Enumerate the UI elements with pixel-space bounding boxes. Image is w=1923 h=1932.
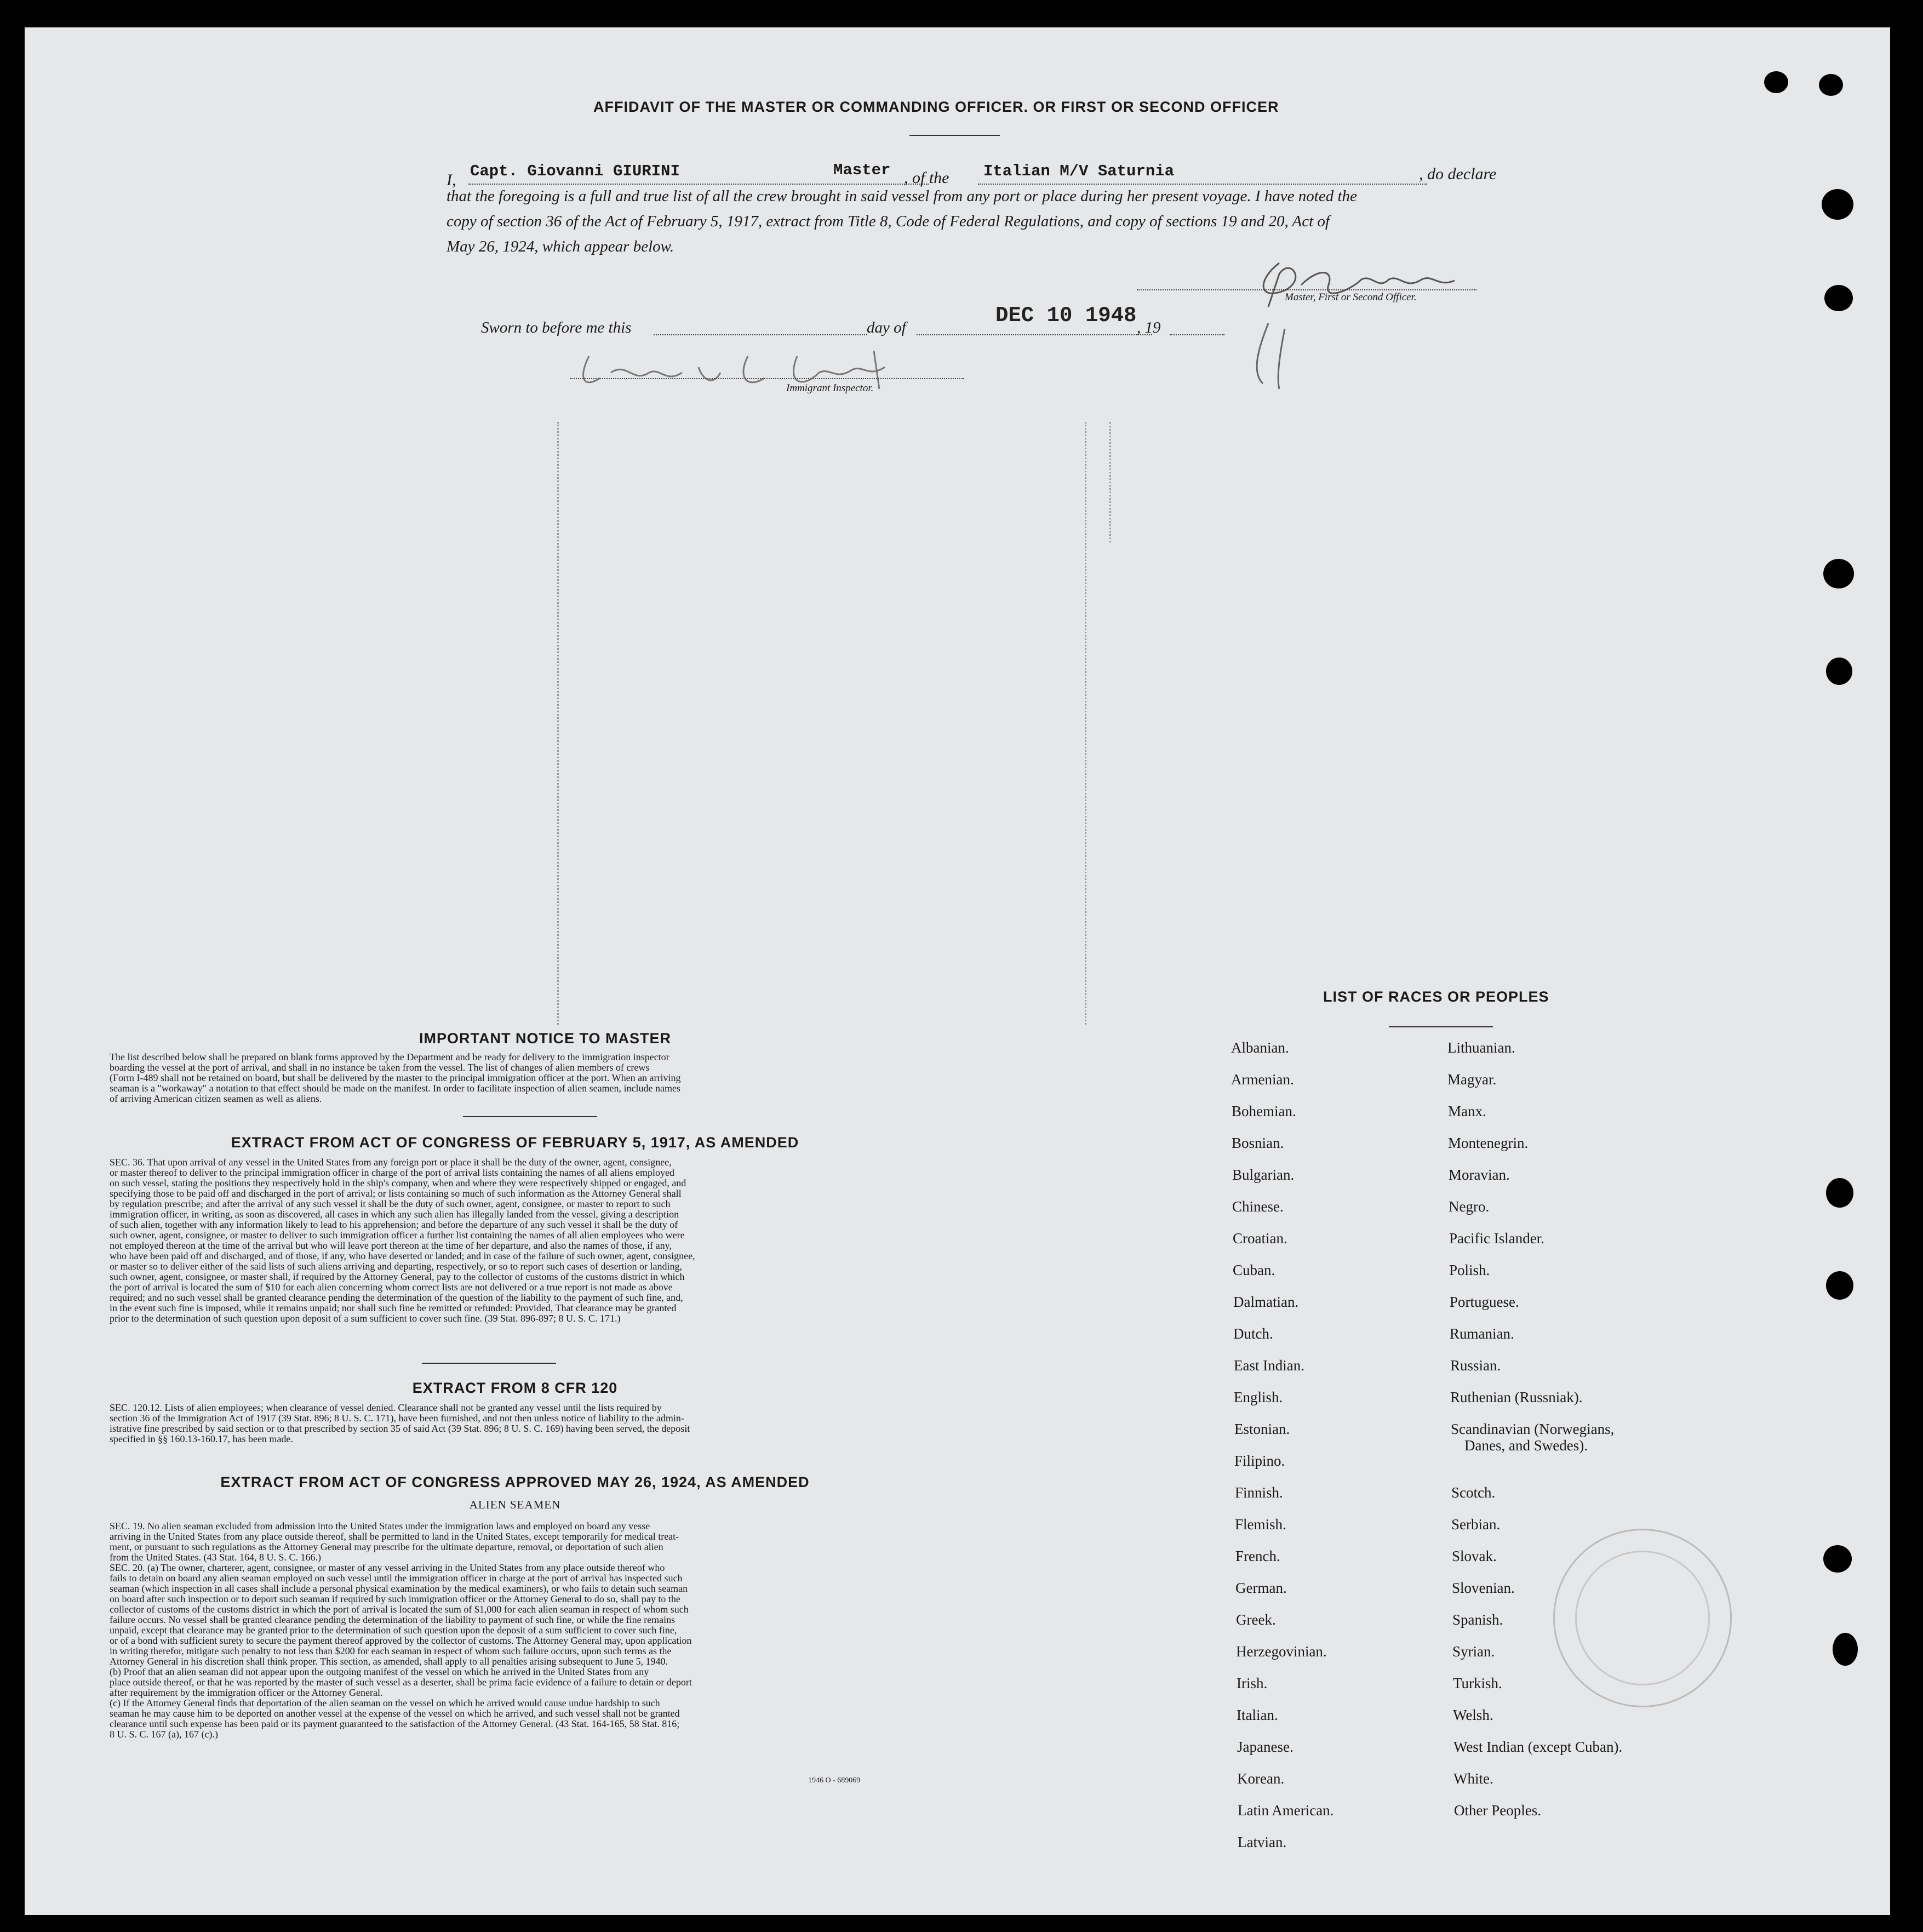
race-item: Bulgarian. xyxy=(1232,1167,1295,1183)
rank-field: Master xyxy=(833,161,891,179)
notice-text: The list described below shall be prepared on blank forms approved by the Department and be ready for delivery to the immigration inspector boarding the vessel at the port of arrival, and shall in no instance be taken from the vessel. The list of changes of alien members of crews (Form I-489 shall not be retained on board, but shall be delivered by the master to the principal immigration officer at the port. When an arriving seaman is a "workaway" a notation to that effect should be made on the manifest. In order to facilitate inspection of alien seamen, include names of arriving American citizen seamen as well as aliens. xyxy=(110,1051,681,1104)
race-item: East Indian. xyxy=(1234,1357,1304,1374)
form-page xyxy=(25,27,1890,1915)
race-item: Slovak. xyxy=(1452,1548,1497,1564)
race-item: Irish. xyxy=(1237,1675,1268,1691)
race-item: Portuguese. xyxy=(1450,1294,1519,1310)
inspector-caption: Immigrant Inspector. xyxy=(786,382,874,394)
extract-cfr-title: EXTRACT FROM 8 CFR 120 xyxy=(412,1380,618,1396)
extract-1917-title: EXTRACT FROM ACT OF CONGRESS OF FEBRUARY 5, 1917, AS AMENDED xyxy=(231,1134,799,1151)
signature-caption: Master, First or Second Officer. xyxy=(1285,291,1417,303)
race-item: Moravian. xyxy=(1449,1167,1510,1183)
race-item: West Indian (except Cuban). xyxy=(1453,1739,1623,1755)
race-item: Turkish. xyxy=(1453,1675,1502,1691)
race-item: Danes, and Swedes). xyxy=(1464,1437,1588,1454)
race-item: Dalmatian. xyxy=(1233,1294,1299,1310)
affidavit-body-line-2: copy of section 36 of the Act of February 5, 1917, extract from Title 8, Code of Federal Regulations, and copy of sections 19 and 20, Act of xyxy=(447,213,1330,230)
race-item: Chinese. xyxy=(1232,1198,1284,1215)
prefix-i: I, xyxy=(447,171,456,189)
race-item: Spanish. xyxy=(1452,1611,1503,1628)
punch-hole xyxy=(1826,1178,1853,1208)
race-item: Pacific Islander. xyxy=(1449,1230,1544,1247)
notice-title: IMPORTANT NOTICE TO MASTER xyxy=(419,1030,671,1047)
race-item: Syrian. xyxy=(1452,1643,1495,1660)
races-title: LIST OF RACES OR PEOPLES xyxy=(1323,988,1549,1005)
race-item: Rumanian. xyxy=(1450,1325,1514,1342)
race-item: Latvian. xyxy=(1238,1834,1287,1850)
punch-hole xyxy=(1826,658,1852,685)
punch-hole xyxy=(1823,1545,1852,1573)
race-item: Finnish. xyxy=(1235,1484,1283,1501)
race-item: Herzegovinian. xyxy=(1236,1643,1327,1660)
master-name-field: Capt. Giovanni GIURINI xyxy=(470,162,680,180)
sworn-label: Sworn to before me this xyxy=(481,319,632,336)
race-item: Scotch. xyxy=(1451,1484,1496,1501)
race-item: Lithuanian. xyxy=(1447,1039,1515,1056)
race-item: Flemish. xyxy=(1235,1516,1286,1533)
punch-hole xyxy=(1826,1271,1853,1300)
race-item: Estonian. xyxy=(1234,1421,1290,1437)
print-code: 1946 O - 689069 xyxy=(808,1776,861,1785)
title-rule xyxy=(909,135,1000,136)
punch-hole xyxy=(1764,71,1788,93)
extract-1917-text: SEC. 36. That upon arrival of any vessel in the United States from any foreign port or place it shall be the duty of the owner, agent, consignee, or master thereof to deliver to the principal immigration officer in charge of the port of arrival lists containing the names of all aliens employed on such vessel, stating the positions they respectively hold in the ship's company, when and where they were respectively shipped or engaged, and specifying those to be paid off and discharged in the port of arrival; or lists containing so much of such information as the Attorney General shall by regulation prescribe; and after the arrival of any such vessel it shall be the duty of such owner, agent, consignee, or master to report to such immigration officer, in writing, as soon as discovered, all cases in which any such alien has illegally landed from the vessel, giving a description of such alien, together with any information likely to lead to his apprehension; and before the departure of any such vessel it shall be the duty of such owner, agent, consignee, or master to deliver to such immigration officer a further list containing the names of all alien employees who were not employed thereon at the time of the arrival but who will leave port thereon at the time of her departure, and also the names of those, if any, who have been paid off and discharged, and of those, if any, who have deserted or landed; and in case of the failure of such owner, agent, consignee, or master so to deliver either of the said lists of such aliens arriving and departing, respectively, or so to report such cases of desertion or landing, such owner, agent, consignee, or master shall, if required by the Attorney General, pay to the collector of customs of the customs district in which the port of arrival is located the sum of $10 for each alien concerning whom correct lists are not delivered or a true report is not made as above required; and no such vessel shall be granted clearance pending the determination of the question of the liability to the payment of such fine, and, in the event such fine is imposed, while it remains unpaid; nor shall such fine be remitted or refunded: Provided, That clearance may be granted prior to the determination of such question upon deposit of a sum sufficient to cover such fine. (39 Stat. 896-897; 8 U. S. C. 171.) xyxy=(110,1157,695,1324)
inspector-signature xyxy=(567,340,962,400)
do-declare-label: , do declare xyxy=(1419,165,1497,183)
punch-hole xyxy=(1824,285,1853,311)
extract-1924-title: EXTRACT FROM ACT OF CONGRESS APPROVED MAY 26, 1924, AS AMENDED xyxy=(220,1474,810,1490)
punch-hole xyxy=(1833,1633,1858,1666)
race-item: Croatian. xyxy=(1233,1230,1287,1247)
punch-hole xyxy=(1819,74,1843,96)
race-item: Korean. xyxy=(1237,1770,1285,1787)
race-item: Welsh. xyxy=(1453,1707,1493,1723)
extract-cfr-text: SEC. 120.12. Lists of alien employees; when clearance of vessel denied. Clearance shall not be granted any vessel until the lists required by section 36 of the Immigration Act of 1917 (39 Stat. 896; 8 U. S. C. 171), have been furnished, and not then unless notice of liability to the admin- istrative fine prescribed by said section or to that prescribed by section 35 of said Act (39 Stat. 896; 8 U. S. C. 169) having been served, the deposit specified in §§ 160.13-160.17, has been made. xyxy=(110,1402,690,1444)
race-item: Italian. xyxy=(1237,1707,1278,1723)
race-item: Magyar. xyxy=(1447,1071,1497,1088)
race-item: Latin American. xyxy=(1238,1802,1334,1819)
race-item: Armenian. xyxy=(1231,1071,1294,1088)
race-item: Serbian. xyxy=(1451,1516,1501,1533)
race-item: Manx. xyxy=(1448,1103,1486,1119)
race-item: Negro. xyxy=(1449,1198,1490,1215)
race-item: Russian. xyxy=(1450,1357,1501,1374)
vessel-field: Italian M/V Saturnia xyxy=(983,162,1175,180)
extract-1924-text: SEC. 19. No alien seaman excluded from admission into the United States under the immigration laws and employed on board any vesse arriving in the United States from any place outside thereof, shall be permitted to land in the United States, except temporarily for medical treat- ment, or pursuant to such regulations as the Attorney General may prescribe for the ultimate departure, removal, or deportation of such alien from the United States. (43 Stat. 164, 8 U. S. C. 166.) SEC. 20. (a) The owner, charterer, agent, consignee, or master of any vessel arriving in the United States from any place outside thereof who fails to detain on board any alien seaman employed on such vessel until the immigration officer in charge at the port of arrival has inspected such seaman (which inspection in all cases shall include a personal physical examination by the medical examiners), or who fails to detain such seaman on board after such inspection or to deport such seaman if required by such immigration officer or the Attorney General to do so, shall pay to the collector of customs of the customs district in which the port of arrival is located the sum of $1,000 for each alien seaman in respect of whom such failure occurs. No vessel shall be granted clearance pending the determination of the liability to payment of such fine, or while the fine remains unpaid, except that clearance may be granted prior to the determination of such question upon the deposit of a sum sufficient to cover such fine, or of a bond with sufficient surety to secure the payment thereof approved by the collector of customs. The Attorney General may, upon application in writing therefor, mitigate such penalty to not less than $200 for each seaman in respect of whom such failure occurs, upon such terms as the Attorney General in his discretion shall think proper. This section, as amended, shall apply to all penalties arising subsequent to June 5, 1940. (b) Proof that an alien seaman did not appear upon the outgoing manifest of the vessel on which he arrived in the United States from any place outside thereof, or that he was reported by the master of such vessel as a deserter, shall be prima facie evidence of a failure to detain or deport after requirement by the immigration officer or the Attorney General. (c) If the Attorney General finds that deportation of the alien seaman on the vessel on which he arrived would cause undue hardship to such seaman he may cause him to be deported on another vessel at the expense of the vessel on which he arrived, and such vessel shall not be granted clearance until such expense has been paid or its payment guaranteed to the satisfaction of the Attorney General. (43 Stat. 164-165, 58 Stat. 816; 8 U. S. C. 167 (a), 167 (c).) xyxy=(110,1521,692,1740)
race-item: Slovenian. xyxy=(1452,1580,1515,1596)
race-item: Polish. xyxy=(1449,1262,1490,1278)
race-item: Montenegrin. xyxy=(1448,1135,1529,1151)
punch-hole xyxy=(1823,559,1854,588)
alien-seamen-subtitle: ALIEN SEAMEN xyxy=(469,1498,561,1511)
race-item: English. xyxy=(1234,1389,1283,1405)
date-stamp: DEC 10 1948 xyxy=(995,304,1137,328)
race-item: Greek. xyxy=(1236,1611,1276,1628)
race-item: Other Peoples. xyxy=(1454,1802,1541,1819)
race-item: French. xyxy=(1235,1548,1280,1564)
race-item: Japanese. xyxy=(1237,1739,1294,1755)
race-item: Scandinavian (Norwegians, xyxy=(1451,1421,1615,1437)
year-prefix: , 19 xyxy=(1137,319,1161,336)
master-signature xyxy=(1246,241,1487,400)
affidavit-body-line-1: that the foregoing is a full and true list of all the crew brought in said vessel from any port or place during her present voyage. I have noted the xyxy=(447,187,1357,205)
day-of-label: day of xyxy=(867,319,906,336)
punch-hole xyxy=(1822,189,1853,220)
race-item: White. xyxy=(1453,1770,1493,1787)
race-item: Ruthenian (Russniak). xyxy=(1450,1389,1583,1405)
race-item: Bohemian. xyxy=(1232,1103,1296,1119)
race-item: Dutch. xyxy=(1233,1325,1273,1342)
race-item: Filipino. xyxy=(1234,1453,1285,1469)
race-item: Bosnian. xyxy=(1232,1135,1284,1151)
race-item: Albanian. xyxy=(1231,1039,1289,1056)
affidavit-title: AFFIDAVIT OF THE MASTER OR COMMANDING OFFICER. OR FIRST OR SECOND OFFICER xyxy=(593,99,1279,115)
affidavit-body-line-3: May 26, 1924, which appear below. xyxy=(447,238,674,255)
race-item: Cuban. xyxy=(1233,1262,1275,1278)
of-the-label: , of the xyxy=(904,169,949,187)
race-item: German. xyxy=(1235,1580,1287,1596)
